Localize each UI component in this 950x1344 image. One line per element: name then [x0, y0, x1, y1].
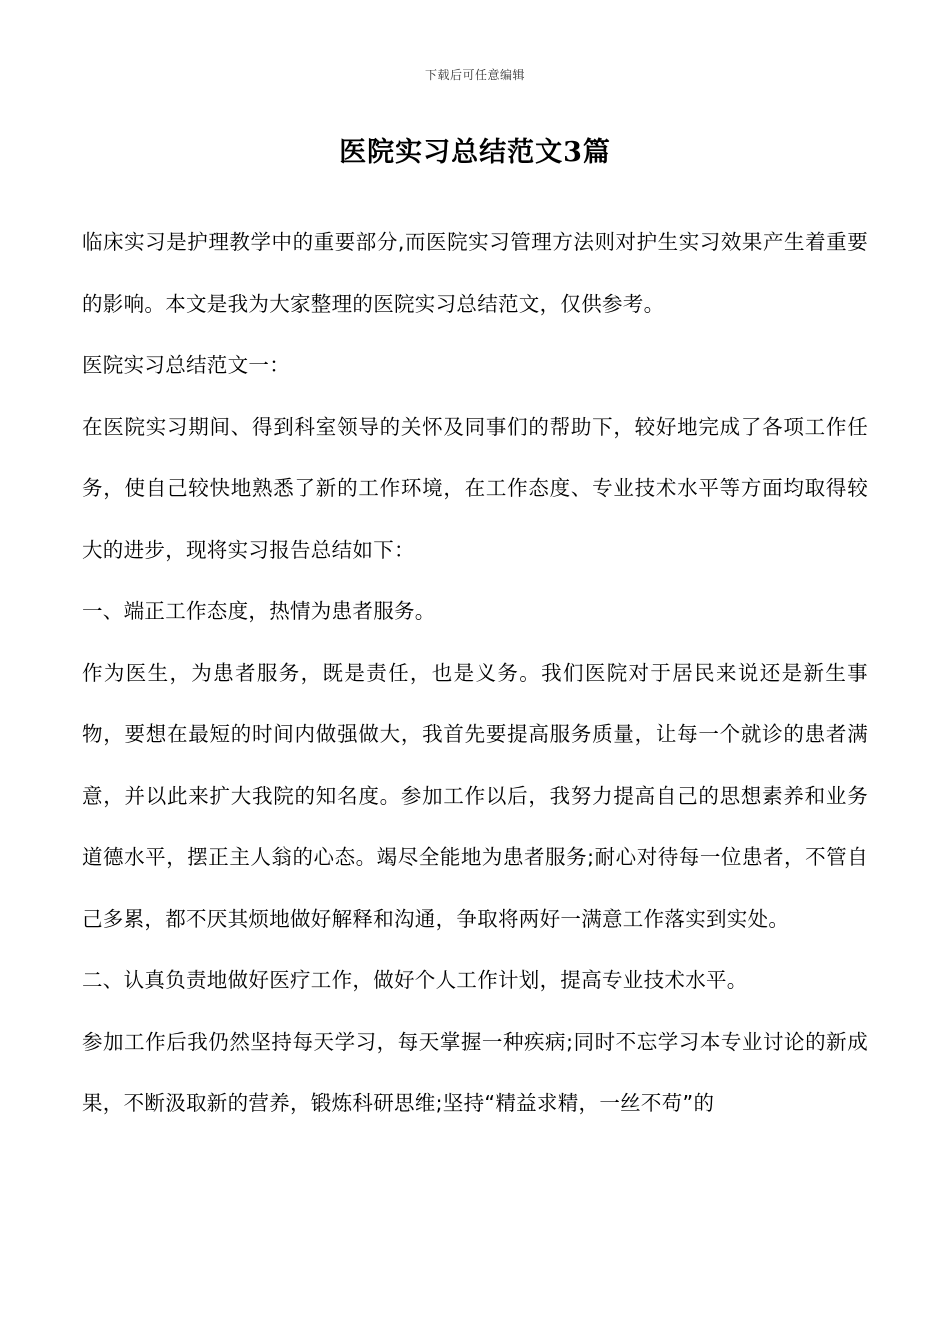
header-note: 下载后可任意编辑	[424, 68, 525, 82]
paragraph-study: 参加工作后我仍然坚持每天学习，每天掌握一种疾病;同时不忘学习本专业讨论的新成果，不断汲取新的营养，锻炼科研思维;坚持“精益求精，一丝不苟”的	[82, 1029, 868, 1115]
document-body	[82, 212, 868, 1135]
section-heading-two: 二、认真负责地做好医疗工作，做好个人工作计划，提高专业技术水平。	[82, 968, 748, 992]
paragraph-overview: 在医院实习期间、得到科室领导的关怀及同事们的帮助下，较好地完成了各项工作任务，使自己较快地熟悉了新的工作环境，在工作态度、专业技术水平等方面均取得较大的进步，现将实习报告总结如下：	[82, 414, 868, 562]
section-heading-sample-one: 医院实习总结范文一：	[82, 353, 290, 377]
paragraph-intro: 临床实习是护理教学中的重要部分,而医院实习管理方法则对护生实习效果产生着重要的影响。本文是我为大家整理的医院实习总结范文，仅供参考。	[82, 230, 868, 316]
paragraph-service: 作为医生，为患者服务，既是责任，也是义务。我们医院对于居民来说还是新生事物，要想在最短的时间内做强做大，我首先要提高服务质量，让每一个就诊的患者满意，并以此来扩大我院的知名度。参加工作以后，我努力提高自己的思想素养和业务道德水平，摆正主人翁的心态。竭尽全能地为患者服务;耐心对待每一位患者，不管自己多累，都不厌其烦地做好解释和沟通，争取将两好一满意工作落实到实处。	[82, 660, 868, 931]
section-heading-one: 一、端正工作态度，热情为患者服务。	[82, 599, 436, 623]
document-title: 医院实习总结范文3篇	[339, 137, 611, 168]
